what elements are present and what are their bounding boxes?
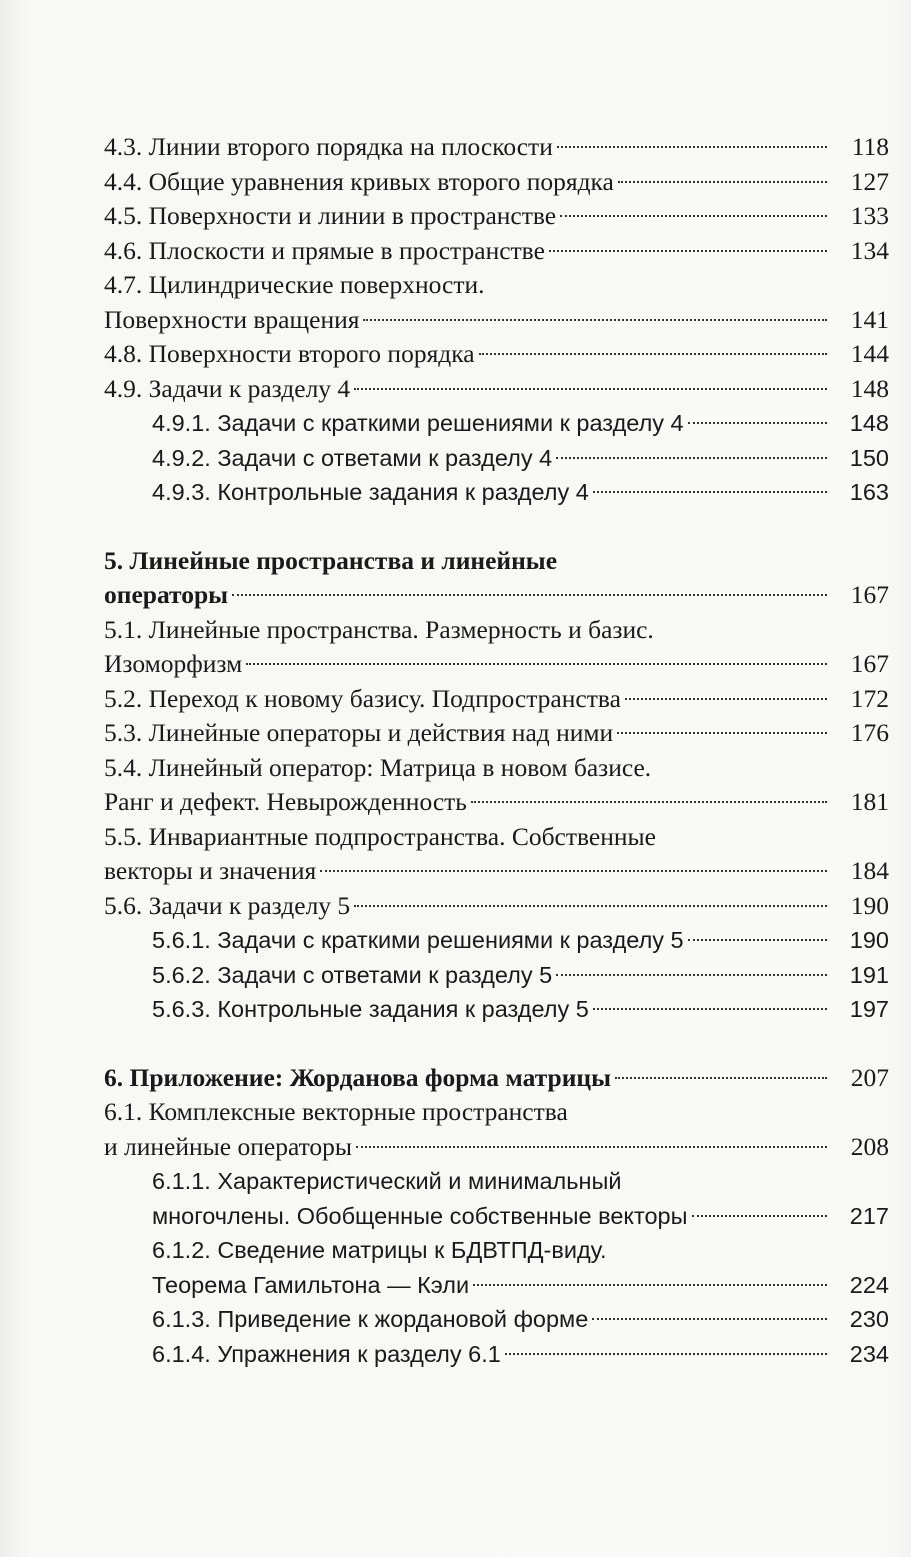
dot-leader	[557, 146, 827, 148]
toc-chapter-6	[104, 1061, 891, 1096]
dot-leader	[354, 905, 827, 907]
entry-title: Поверхности вращения	[104, 304, 360, 334]
toc-entry-4-3	[104, 130, 891, 165]
dot-leader	[688, 422, 827, 424]
toc-chapter-5	[104, 544, 891, 613]
entry-title-line1: 6.1.2. Сведение матрицы к БДВТПД-виду.	[152, 1237, 607, 1263]
dot-leader	[617, 732, 827, 734]
toc-entry-5-1	[104, 613, 891, 682]
section-gap	[104, 510, 891, 544]
entry-title: Теорема Гамильтона — Кэли	[152, 1271, 470, 1298]
toc-entry-6-1-2	[104, 1233, 891, 1302]
page-number: 234	[849, 1340, 889, 1367]
toc-entry-6-1-3	[104, 1302, 891, 1337]
page-number: 190	[850, 890, 889, 920]
toc-entry-4-9	[104, 372, 891, 407]
dot-leader	[615, 1077, 827, 1079]
entry-title-line1: 4.7. Цилиндрические поверхности.	[104, 270, 485, 299]
toc-entry-4-5	[104, 199, 891, 234]
page-number: 172	[850, 683, 889, 713]
page-number: 197	[849, 996, 889, 1022]
page-number: 167	[850, 649, 889, 678]
dot-leader	[593, 491, 827, 493]
entry-title: 6.1.3. Приведение к жордановой форме	[152, 1306, 589, 1332]
entry-title: операторы	[104, 580, 229, 609]
page-number: 190	[849, 927, 889, 953]
toc-entry-5-4	[104, 751, 891, 820]
entry-title-line1: 5. Линейные пространства и линейные	[104, 545, 558, 575]
page-number: 230	[849, 1306, 889, 1332]
entry-title: Изоморфизм	[104, 649, 243, 678]
entry-title-line1: 5.1. Линейные пространства. Размерность и базис.	[104, 614, 654, 644]
toc-entry-6-1-1	[104, 1164, 891, 1233]
table-of-contents	[104, 130, 891, 1371]
dot-leader	[688, 939, 827, 941]
toc-entry-5-6	[104, 889, 891, 924]
dot-leader	[473, 1284, 827, 1286]
entry-title: и линейные операторы	[104, 1131, 353, 1161]
toc-entry-5-6-2	[104, 958, 891, 993]
dot-leader	[556, 974, 827, 976]
entry-title: 4.6. Плоскости и прямые в пространстве	[104, 235, 545, 265]
page-number: 176	[850, 718, 889, 747]
dot-leader	[471, 801, 827, 803]
entry-title-line1: 5.5. Инвариантные подпространства. Собственные	[104, 821, 656, 851]
toc-entry-4-9-2	[104, 441, 891, 476]
toc-entry-5-5	[104, 820, 891, 889]
entry-title: 4.3. Линии второго порядка на плоскости	[104, 132, 553, 161]
entry-title: 6.1.4. Упражнения к разделу 6.1	[152, 1340, 501, 1367]
entry-title-line1: 6.1. Комплексные векторные пространства	[104, 1097, 568, 1126]
dot-leader	[232, 594, 827, 596]
dot-leader	[618, 181, 827, 183]
entry-title: Ранг и дефект. Невырожденность	[104, 787, 467, 816]
entry-title: 4.8. Поверхности второго порядка	[104, 339, 475, 368]
page-number: 181	[850, 787, 889, 816]
page-number: 217	[849, 1202, 889, 1229]
page-number: 167	[850, 580, 889, 609]
entry-title: 5.3. Линейные операторы и действия над ними	[104, 718, 614, 747]
toc-entry-4-4	[104, 165, 891, 200]
page-number: 133	[850, 201, 889, 230]
dot-leader	[692, 1215, 827, 1217]
page-number: 148	[850, 373, 889, 403]
dot-leader	[320, 870, 827, 872]
page-number: 163	[849, 479, 889, 505]
page-number: 184	[850, 856, 889, 885]
entry-title: векторы и значения	[104, 856, 317, 885]
dot-leader	[505, 1353, 827, 1355]
toc-entry-5-6-3	[104, 992, 891, 1027]
entry-title: 5.6. Задачи к разделу 5	[104, 890, 351, 920]
dot-leader	[625, 698, 827, 700]
entry-title: 4.9.1. Задачи с краткими решениями к разделу 4	[152, 410, 684, 436]
dot-leader	[593, 1008, 827, 1010]
page-number: 134	[850, 235, 889, 265]
entry-title: 5.6.1. Задачи с краткими решениями к разделу 5	[152, 927, 684, 953]
dot-leader	[556, 457, 827, 459]
entry-title: 6. Приложение: Жорданова форма матрицы	[104, 1062, 612, 1092]
section-gap	[104, 1027, 891, 1061]
toc-entry-4-9-3	[104, 475, 891, 510]
page-number: 207	[850, 1062, 889, 1092]
toc-entry-5-6-1	[104, 923, 891, 958]
page-number: 208	[850, 1131, 889, 1161]
dot-leader	[592, 1318, 827, 1320]
dot-leader	[560, 215, 827, 217]
page-number: 224	[849, 1271, 889, 1298]
page-number: 148	[849, 410, 889, 436]
toc-entry-6-1-4	[104, 1337, 891, 1372]
page-number: 191	[849, 961, 889, 988]
dot-leader	[363, 319, 827, 321]
entry-title: 4.9.3. Контрольные задания к разделу 4	[152, 479, 589, 505]
entry-title: 4.4. Общие уравнения кривых второго порядка	[104, 166, 614, 196]
dot-leader	[356, 1146, 827, 1148]
entry-title: 5.6.3. Контрольные задания к разделу 5	[152, 996, 589, 1022]
entry-title: многочлены. Обобщенные собственные векторы	[152, 1202, 688, 1229]
dot-leader	[479, 353, 827, 355]
page-number: 127	[850, 166, 889, 196]
toc-entry-4-7	[104, 268, 891, 337]
toc-entry-5-2	[104, 682, 891, 717]
entry-title: 5.6.2. Задачи с ответами к разделу 5	[152, 961, 553, 988]
entry-title: 4.5. Поверхности и линии в пространстве	[104, 201, 557, 230]
entry-title: 5.2. Переход к новому базису. Подпространства	[104, 683, 621, 713]
dot-leader	[246, 663, 827, 665]
page-number: 144	[850, 339, 889, 368]
toc-entry-4-8	[104, 337, 891, 372]
dot-leader	[549, 250, 827, 252]
entry-title-line1: 6.1.1. Характеристический и минимальный	[152, 1168, 622, 1194]
entry-title-line1: 5.4. Линейный оператор: Матрица в новом базисе.	[104, 752, 652, 782]
dot-leader	[354, 388, 827, 390]
page-number: 150	[849, 444, 889, 471]
entry-title: 4.9. Задачи к разделу 4	[104, 373, 351, 403]
toc-entry-6-1	[104, 1095, 891, 1164]
toc-entry-4-6	[104, 234, 891, 269]
page-number: 141	[850, 304, 889, 334]
entry-title: 4.9.2. Задачи с ответами к разделу 4	[152, 444, 553, 471]
toc-entry-5-3	[104, 716, 891, 751]
toc-entry-4-9-1	[104, 406, 891, 441]
page-number: 118	[851, 132, 889, 161]
